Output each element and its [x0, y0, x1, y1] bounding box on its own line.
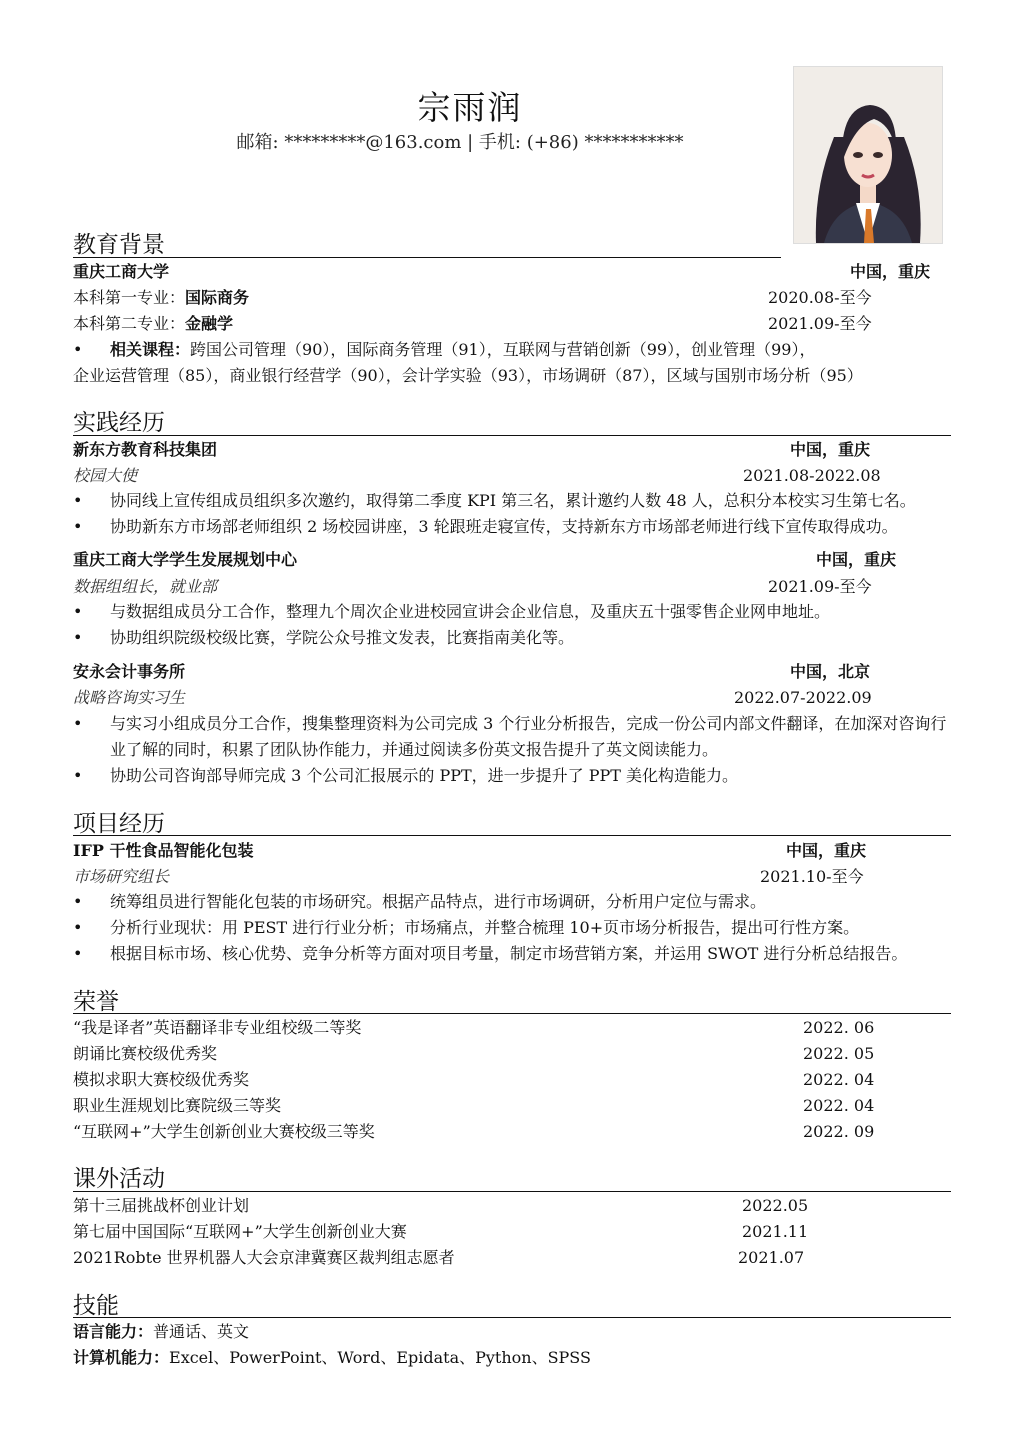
skill-computer-value: Excel、PowerPoint、Word、Epidata、Python、SPSS	[169, 1348, 591, 1367]
practice-role: 战略咨询实习生	[73, 688, 186, 707]
activity-name: 2021Robte 世界机器人大会京津冀赛区裁判组志愿者	[73, 1248, 455, 1267]
honor-date: 2022. 06	[803, 1018, 875, 1037]
honor-date: 2022. 09	[803, 1122, 875, 1141]
contact-line: 邮箱: *********@163.com | 手机: (+86) ***********	[236, 132, 684, 153]
skill-language-value: 普通话、英文	[153, 1322, 250, 1341]
project-role: 市场研究组长	[73, 867, 170, 886]
project-date: 2021.10-至今	[760, 867, 864, 886]
honor-name: 模拟求职大赛校级优秀奖	[73, 1070, 250, 1089]
practice-date: 2021.08-2022.08	[743, 466, 881, 485]
major-2-value: 金融学	[185, 314, 234, 333]
courses-line-2: 企业运营管理（85），商业银行经营学（90），会计学实验（93），市场调研（87），区域与国别市场分析（95）	[73, 366, 863, 385]
honor-date: 2022. 04	[803, 1070, 875, 1089]
project-bullet: • 统筹组员进行智能化包装的市场研究。根据产品特点，进行市场调研，分析用户定位与需求。	[110, 889, 960, 915]
courses-line-1	[110, 340, 815, 360]
practice-bullet: • 协助组织院级校级比赛，学院公众号推文发表，比赛指南美化等。	[110, 625, 960, 651]
practice-org: 重庆工商大学学生发展规划中心	[73, 550, 298, 569]
honor-name: “互联网+”大学生创新创业大赛校级三等奖	[73, 1122, 375, 1141]
skill-language	[73, 1322, 249, 1342]
practice-bullet: • 协同线上宣传组成员组织多次邀约，取得第二季度 KPI 第三名，累计邀约人数 48 人，总积分本校实习生第七名。	[110, 488, 960, 514]
section-rule	[73, 835, 951, 836]
section-title-project: 项目经历	[73, 811, 165, 837]
practice-bullet: • 协助新东方市场部老师组织 2 场校园讲座，3 轮跟班走寝宣传，支持新东方市场部老师进行线下宣传取得成功。	[110, 514, 960, 540]
section-rule	[73, 1191, 951, 1192]
honor-name: “我是译者”英语翻译非专业组校级二等奖	[73, 1018, 362, 1037]
courses-text-1: 跨国公司管理（90），国际商务管理（91），互联网与营销创新（99），创业管理（99），	[190, 340, 816, 359]
courses-bullet: •	[73, 340, 83, 359]
practice-date: 2022.07-2022.09	[734, 688, 872, 707]
honor-name: 朗诵比赛校级优秀奖	[73, 1044, 218, 1063]
section-title-practice: 实践经历	[73, 410, 165, 436]
activity-date: 2021.11	[742, 1222, 809, 1241]
practice-date: 2021.09-至今	[768, 577, 872, 596]
skill-computer-label: 计算机能力：	[73, 1348, 170, 1367]
section-rule	[73, 257, 781, 258]
practice-location: 中国，重庆	[790, 440, 871, 459]
practice-org: 安永会计事务所	[73, 662, 186, 681]
section-title-skills: 技能	[73, 1293, 119, 1319]
major-2-label: 本科第二专业：	[73, 314, 186, 333]
skill-language-label: 语言能力：	[73, 1322, 154, 1341]
major-1-value: 国际商务	[185, 288, 250, 307]
project-name: IFP 干性食品智能化包装	[73, 841, 254, 860]
practice-org: 新东方教育科技集团	[73, 440, 218, 459]
practice-bullet: • 与实习小组成员分工合作，搜集整理资料为公司完成 3 个行业分析报告，完成一份公司内部文件翻译，在加深对咨询行业了解的同时，积累了团队协作能力，并通过阅读多份英文报告提升了英文阅读能力。	[110, 711, 955, 763]
section-title-honors: 荣誉	[73, 989, 119, 1015]
section-rule	[73, 1013, 951, 1014]
section-rule	[73, 1317, 951, 1318]
major-1-label: 本科第一专业：	[73, 288, 186, 307]
honor-name: 职业生涯规划比赛院级三等奖	[73, 1096, 282, 1115]
practice-bullet: • 与数据组成员分工合作，整理九个周次企业进校园宣讲会企业信息，及重庆五十强零售企业网申地址。	[110, 599, 960, 625]
project-bullet: • 根据目标市场、核心优势、竞争分析等方面对项目考量，制定市场营销方案，并运用 SWOT 进行分析总结报告。	[110, 941, 960, 967]
practice-role: 校园大使	[73, 466, 138, 485]
practice-role: 数据组组长，就业部	[73, 577, 218, 596]
activity-date: 2022.05	[742, 1196, 809, 1215]
major-2-date: 2021.09-至今	[768, 314, 872, 333]
activity-date: 2021.07	[738, 1248, 805, 1267]
practice-location: 中国，重庆	[816, 550, 897, 569]
skill-computer	[73, 1348, 591, 1368]
major-2	[73, 314, 233, 334]
activity-name: 第七届中国国际“互联网+”大学生创新创业大赛	[73, 1222, 407, 1241]
courses-label: 相关课程：	[110, 340, 191, 359]
activity-name: 第十三届挑战杯创业计划	[73, 1196, 250, 1215]
project-location: 中国，重庆	[786, 841, 867, 860]
candidate-name: 宗雨润	[417, 88, 523, 127]
project-bullet: • 分析行业现状：用 PEST 进行行业分析；市场痛点，并整合梳理 10+页市场分析报告，提出可行性方案。	[110, 915, 960, 941]
portrait-illustration	[794, 67, 942, 243]
major-1	[73, 288, 249, 308]
profile-photo	[793, 66, 943, 244]
honor-date: 2022. 04	[803, 1096, 875, 1115]
practice-location: 中国，北京	[790, 662, 871, 681]
practice-bullet: • 协助公司咨询部导师完成 3 个公司汇报展示的 PPT，进一步提升了 PPT 美化构造能力。	[110, 763, 955, 789]
school-location: 中国，重庆	[850, 262, 931, 281]
section-rule	[73, 435, 951, 436]
section-title-activities: 课外活动	[73, 1166, 165, 1192]
honor-date: 2022. 05	[803, 1044, 875, 1063]
major-1-date: 2020.08-至今	[768, 288, 872, 307]
section-title-education: 教育背景	[73, 232, 165, 258]
school-name: 重庆工商大学	[73, 262, 170, 281]
